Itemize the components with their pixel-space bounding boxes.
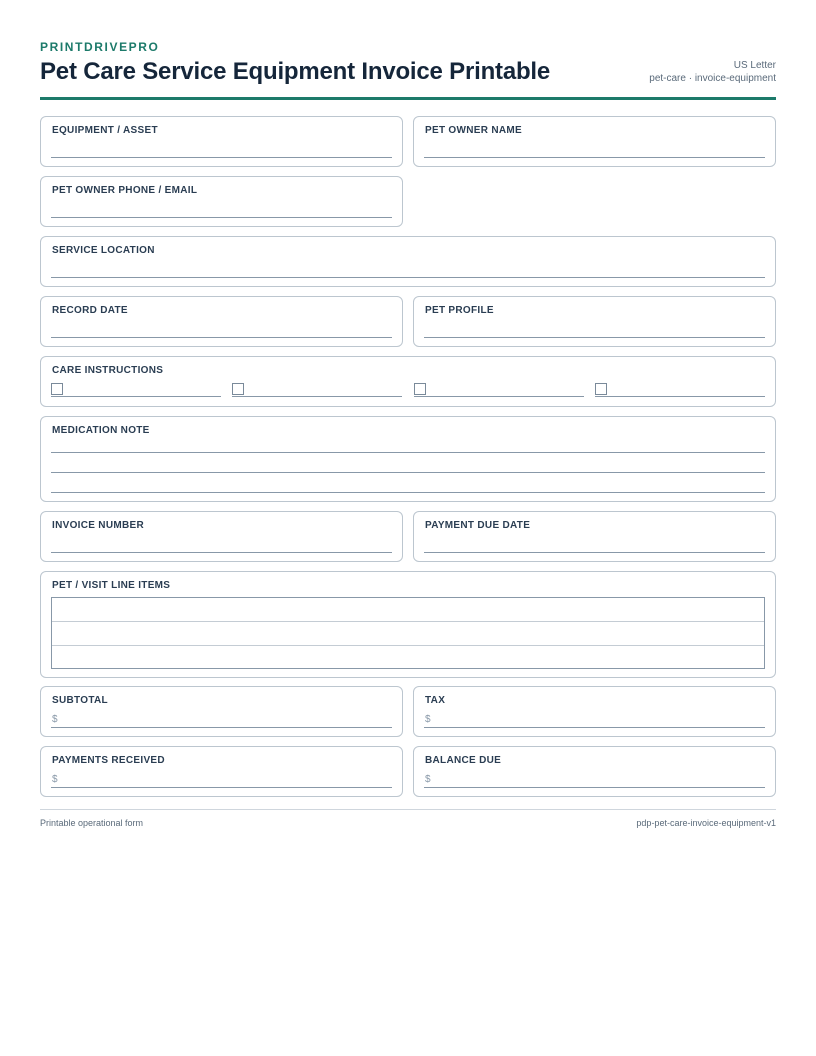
service-location-label: SERVICE LOCATION — [52, 245, 155, 256]
subtotal-label: SUBTOTAL — [52, 695, 108, 706]
record-date-line[interactable] — [51, 337, 392, 338]
page-title: Pet Care Service Equipment Invoice Printable — [40, 58, 551, 85]
table-row-divider — [52, 621, 764, 622]
service-location-line[interactable] — [51, 277, 765, 278]
paper-size: US Letter — [733, 60, 776, 71]
form-tags: pet-care · invoice-equipment — [649, 73, 776, 84]
medication-note-line[interactable] — [51, 452, 765, 453]
equipment-asset-line[interactable] — [51, 157, 392, 158]
tax-field[interactable] — [413, 686, 776, 737]
care-instruction-item[interactable] — [51, 383, 221, 397]
record-date-label: RECORD DATE — [52, 305, 128, 316]
pet-owner-name-field[interactable] — [413, 116, 776, 167]
balance-due-field[interactable] — [413, 746, 776, 797]
currency-symbol: $ — [52, 714, 58, 725]
balance-due-label: BALANCE DUE — [425, 755, 502, 766]
line-items-table[interactable] — [51, 597, 765, 669]
balance-due-line[interactable] — [424, 787, 765, 788]
checkbox[interactable] — [414, 383, 426, 395]
payment-due-date-field[interactable] — [413, 511, 776, 562]
care-instruction-item[interactable] — [414, 383, 584, 397]
footer-form-id: pdp-pet-care-invoice-equipment-v1 — [636, 818, 776, 828]
care-instruction-item[interactable] — [232, 383, 402, 397]
payments-received-field[interactable] — [40, 746, 403, 797]
record-date-field[interactable] — [40, 296, 403, 347]
page-header — [40, 40, 776, 100]
service-location-field[interactable] — [40, 236, 776, 287]
subtotal-field[interactable] — [40, 686, 403, 737]
payments-received-label: PAYMENTS RECEIVED — [52, 755, 165, 766]
subtotal-line[interactable] — [51, 727, 392, 728]
page-footer — [40, 809, 776, 833]
currency-symbol: $ — [52, 774, 58, 785]
currency-symbol: $ — [425, 774, 431, 785]
medication-note-label: MEDICATION NOTE — [52, 425, 150, 436]
medication-note-line[interactable] — [51, 492, 765, 493]
tax-line[interactable] — [424, 727, 765, 728]
pet-owner-name-line[interactable] — [424, 157, 765, 158]
care-instructions-label: CARE INSTRUCTIONS — [52, 365, 164, 376]
pet-owner-contact-line[interactable] — [51, 217, 392, 218]
pet-owner-name-label: PET OWNER NAME — [425, 125, 522, 136]
pet-owner-contact-label: PET OWNER PHONE / EMAIL — [52, 185, 198, 196]
line-items-field — [40, 571, 776, 678]
pet-owner-contact-field[interactable] — [40, 176, 403, 227]
brand-name: PRINTDRIVEPRO — [40, 40, 160, 54]
tax-label: TAX — [425, 695, 446, 706]
payment-due-date-label: PAYMENT DUE DATE — [425, 520, 531, 531]
line-items-label: PET / VISIT LINE ITEMS — [52, 580, 171, 591]
care-instruction-item[interactable] — [595, 383, 765, 397]
invoice-number-label: INVOICE NUMBER — [52, 520, 144, 531]
invoice-number-field[interactable] — [40, 511, 403, 562]
payments-received-line[interactable] — [51, 787, 392, 788]
medication-note-line[interactable] — [51, 472, 765, 473]
page-meta — [649, 59, 776, 85]
checkbox[interactable] — [51, 383, 63, 395]
medication-note-field[interactable] — [40, 416, 776, 502]
checkbox[interactable] — [232, 383, 244, 395]
equipment-asset-field[interactable] — [40, 116, 403, 167]
invoice-number-line[interactable] — [51, 552, 392, 553]
equipment-asset-label: EQUIPMENT / ASSET — [52, 125, 158, 136]
footer-form-type: Printable operational form — [40, 818, 144, 828]
currency-symbol: $ — [425, 714, 431, 725]
payment-due-date-line[interactable] — [424, 552, 765, 553]
pet-profile-line[interactable] — [424, 337, 765, 338]
pet-profile-label: PET PROFILE — [425, 305, 494, 316]
care-instructions-field — [40, 356, 776, 407]
checkbox[interactable] — [595, 383, 607, 395]
pet-profile-field[interactable] — [413, 296, 776, 347]
invoice-page — [40, 40, 776, 785]
table-row-divider — [52, 645, 764, 646]
